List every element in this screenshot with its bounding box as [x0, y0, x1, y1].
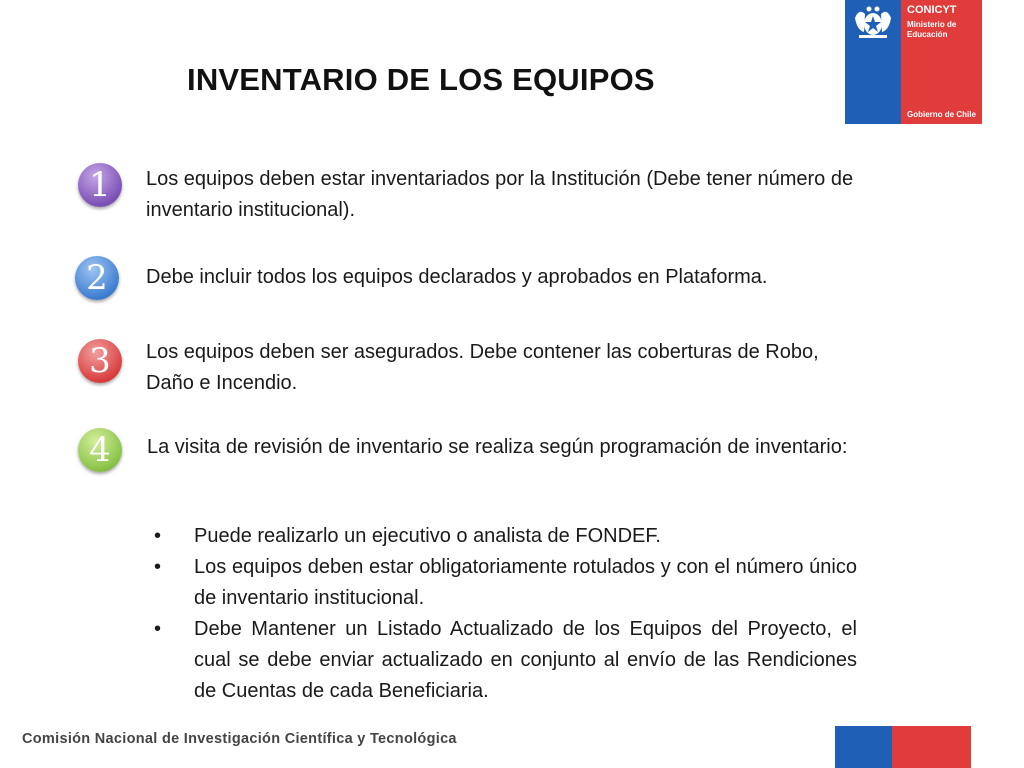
bullet-text: Los equipos deben estar obligatoriamente rotulados y con el número único de inventario institucional. — [194, 556, 857, 609]
number-badge-4: 4 — [78, 428, 122, 472]
chile-crest-icon — [849, 4, 897, 40]
bullet-dot: • — [154, 556, 162, 578]
list-item — [150, 552, 857, 614]
item-text-1: Los equipos deben estar inventariados por la Institución (Debe tener número de inventario institucional). — [146, 168, 854, 221]
page-title: INVENTARIO DE LOS EQUIPOS — [187, 62, 655, 97]
bullet-text: Puede realizarlo un ejecutivo o analista de FONDEF. — [194, 525, 661, 547]
logo-government: Gobierno de Chile — [907, 110, 976, 119]
footer-flag-bar — [835, 726, 971, 768]
list-item — [150, 521, 857, 552]
logo-blue-panel — [845, 0, 901, 124]
bullet-dot: • — [154, 525, 162, 547]
item-text-4: La visita de revisión de inventario se realiza según programación de inventario: — [147, 436, 848, 458]
number-badge-3: 3 — [78, 339, 122, 383]
conicyt-logo — [845, 0, 982, 124]
footer-flag-blue — [835, 726, 892, 768]
number-badge-1: 1 — [78, 163, 122, 207]
number-badge-2: 2 — [75, 256, 119, 300]
bullet-dot: • — [154, 618, 162, 640]
item-text-3: Los equipos deben ser asegurados. Debe contener las coberturas de Robo, Daño e Incendio. — [146, 341, 819, 394]
bullet-text: Debe Mantener un Listado Actualizado de los Equipos del Proyecto, el cual se debe enviar actualizado en conjunto al envío de las Rendiciones de Cuentas de cada Beneficiaria. — [194, 618, 857, 702]
logo-red-panel — [901, 0, 982, 124]
item-text-2: Debe incluir todos los equipos declarados y aprobados en Plataforma. — [146, 266, 768, 288]
footer-institution: Comisión Nacional de Investigación Científica y Tecnológica — [22, 731, 457, 747]
logo-ministry-line1: Ministerio de — [907, 20, 957, 29]
logo-name: CONICYT — [907, 4, 957, 16]
logo-ministry-line2: Educación — [907, 30, 948, 39]
logo-ministry — [907, 20, 956, 40]
bullet-list — [150, 521, 857, 707]
footer-flag-red — [892, 726, 971, 768]
list-item — [150, 614, 857, 707]
